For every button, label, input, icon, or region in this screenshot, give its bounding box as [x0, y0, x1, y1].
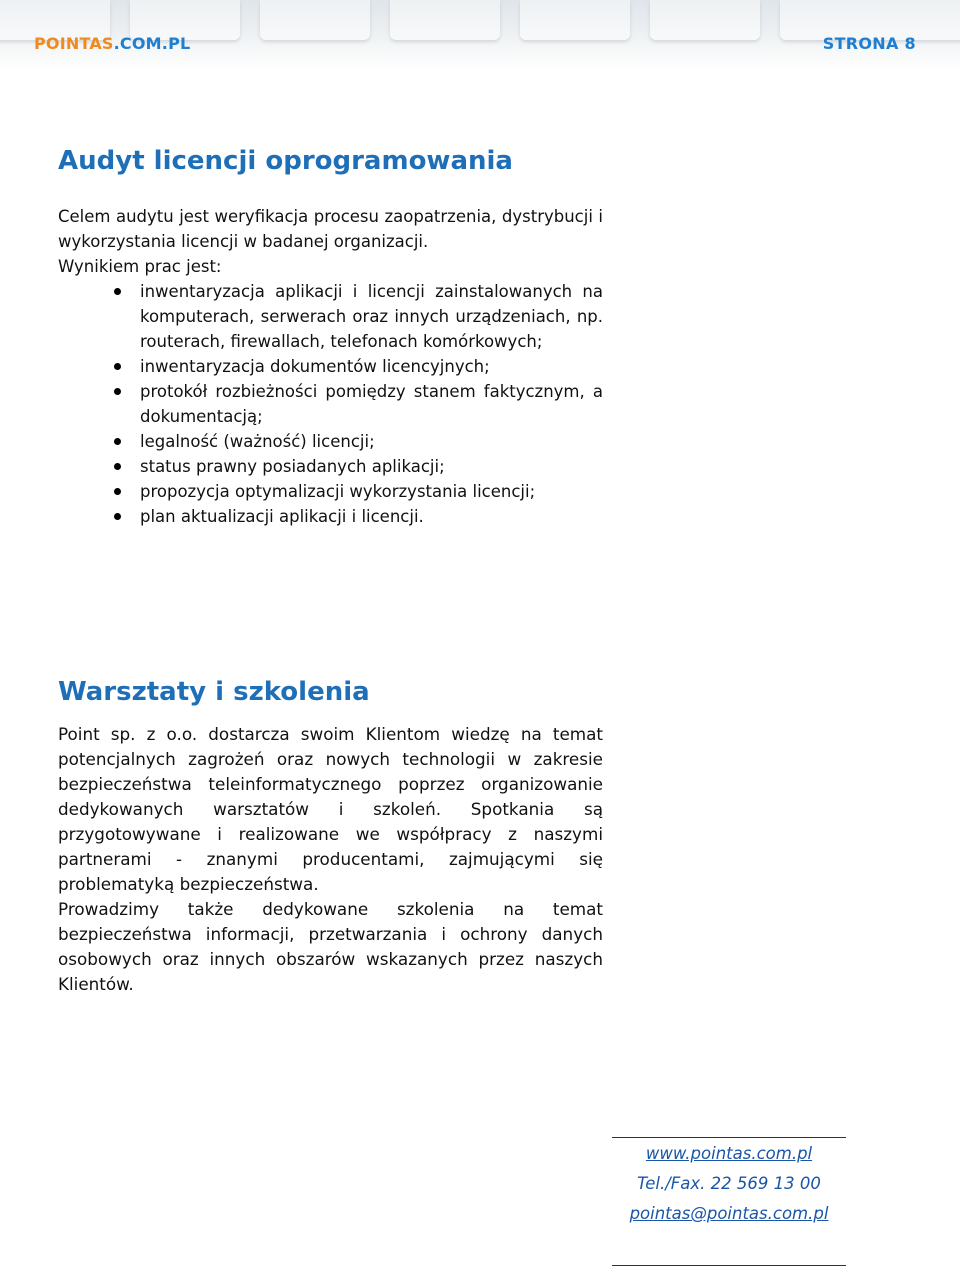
intro-results-label: Wynikiem prac jest:: [58, 257, 222, 276]
section-title-workshops: Warsztaty i szkolenia: [58, 677, 370, 707]
list-item-text: propozycja optymalizacji wykorzystania licencji;: [140, 482, 536, 501]
keyboard-key-decoration: [520, 0, 630, 40]
list-item-text: protokół rozbieżności pomiędzy stanem faktycznym, a dokumentacją;: [140, 382, 603, 426]
list-item: [58, 479, 603, 504]
keyboard-key-decoration: [260, 0, 370, 40]
page-number: STRONA 8: [822, 34, 916, 53]
list-item: [58, 454, 603, 479]
results-bullet-list: [58, 279, 603, 529]
brand-logo-text: [34, 34, 190, 53]
bullet-icon: [114, 363, 121, 370]
list-item-text: inwentaryzacja aplikacji i licencji zainstalowanych na komputerach, serwerach oraz innych urządzeniach, np. routerach, firewallach, telefonach komórkowych;: [140, 282, 603, 351]
brand-name-part1: POINTAS: [34, 34, 114, 53]
bullet-icon: [114, 388, 121, 395]
bullet-icon: [114, 488, 121, 495]
list-item-text: plan aktualizacji aplikacji i licencji.: [140, 507, 424, 526]
bullet-icon: [114, 438, 121, 445]
intro-text: Celem audytu jest weryfikacja procesu zaopatrzenia, dystrybucji i wykorzystania licencji w badanej organizacji.: [58, 207, 603, 251]
keyboard-key-decoration: [390, 0, 500, 40]
footer-website-link[interactable]: www.pointas.com.pl: [645, 1144, 813, 1163]
keyboard-key-decoration: [650, 0, 760, 40]
list-item: [58, 279, 603, 354]
list-item-text: inwentaryzacja dokumentów licencyjnych;: [140, 357, 490, 376]
header-keyboard-banner: [0, 0, 960, 70]
workshops-paragraph-2: Prowadzimy także dedykowane szkolenia na temat bezpieczeństwa informacji, przetwarzania i ochrony danych osobowych oraz innych obszarów wskazanych przez naszych Klientów.: [58, 899, 603, 994]
bullet-icon: [114, 513, 121, 520]
workshops-paragraph-1: Point sp. z o.o. dostarcza swoim Klientom wiedzę na temat potencjalnych zagrożeń oraz nowych technologii w zakresie bezpieczeństwa teleinformatycznego poprzez organizowanie dedykowanych warsztatów i szkoleń. Spotkania są przygotowywane i realizowane we współpracy z naszymi partnerami - znanymi producentami, zajmującymi się problematyką bezpieczeństwa.: [58, 724, 603, 894]
list-item-text: legalność (ważność) licencji;: [140, 432, 375, 451]
footer-email-link[interactable]: pointas@pointas.com.pl: [629, 1204, 829, 1223]
footer-bottom-divider: [612, 1265, 846, 1266]
list-item: [58, 504, 603, 529]
list-item: [58, 429, 603, 454]
footer-phone: Tel./Fax. 22 569 13 00: [637, 1174, 821, 1193]
bullet-icon: [114, 463, 121, 470]
workshops-body: [58, 722, 603, 997]
section-title-license-audit: Audyt licencji oprogramowania: [58, 146, 513, 176]
footer-top-divider: [612, 1137, 846, 1138]
brand-name-part2: .COM.PL: [113, 34, 191, 53]
bullet-icon: [114, 288, 121, 295]
intro-paragraph: [58, 204, 603, 279]
list-item-text: status prawny posiadanych aplikacji;: [140, 457, 445, 476]
list-item: [58, 379, 603, 429]
list-item: [58, 354, 603, 379]
